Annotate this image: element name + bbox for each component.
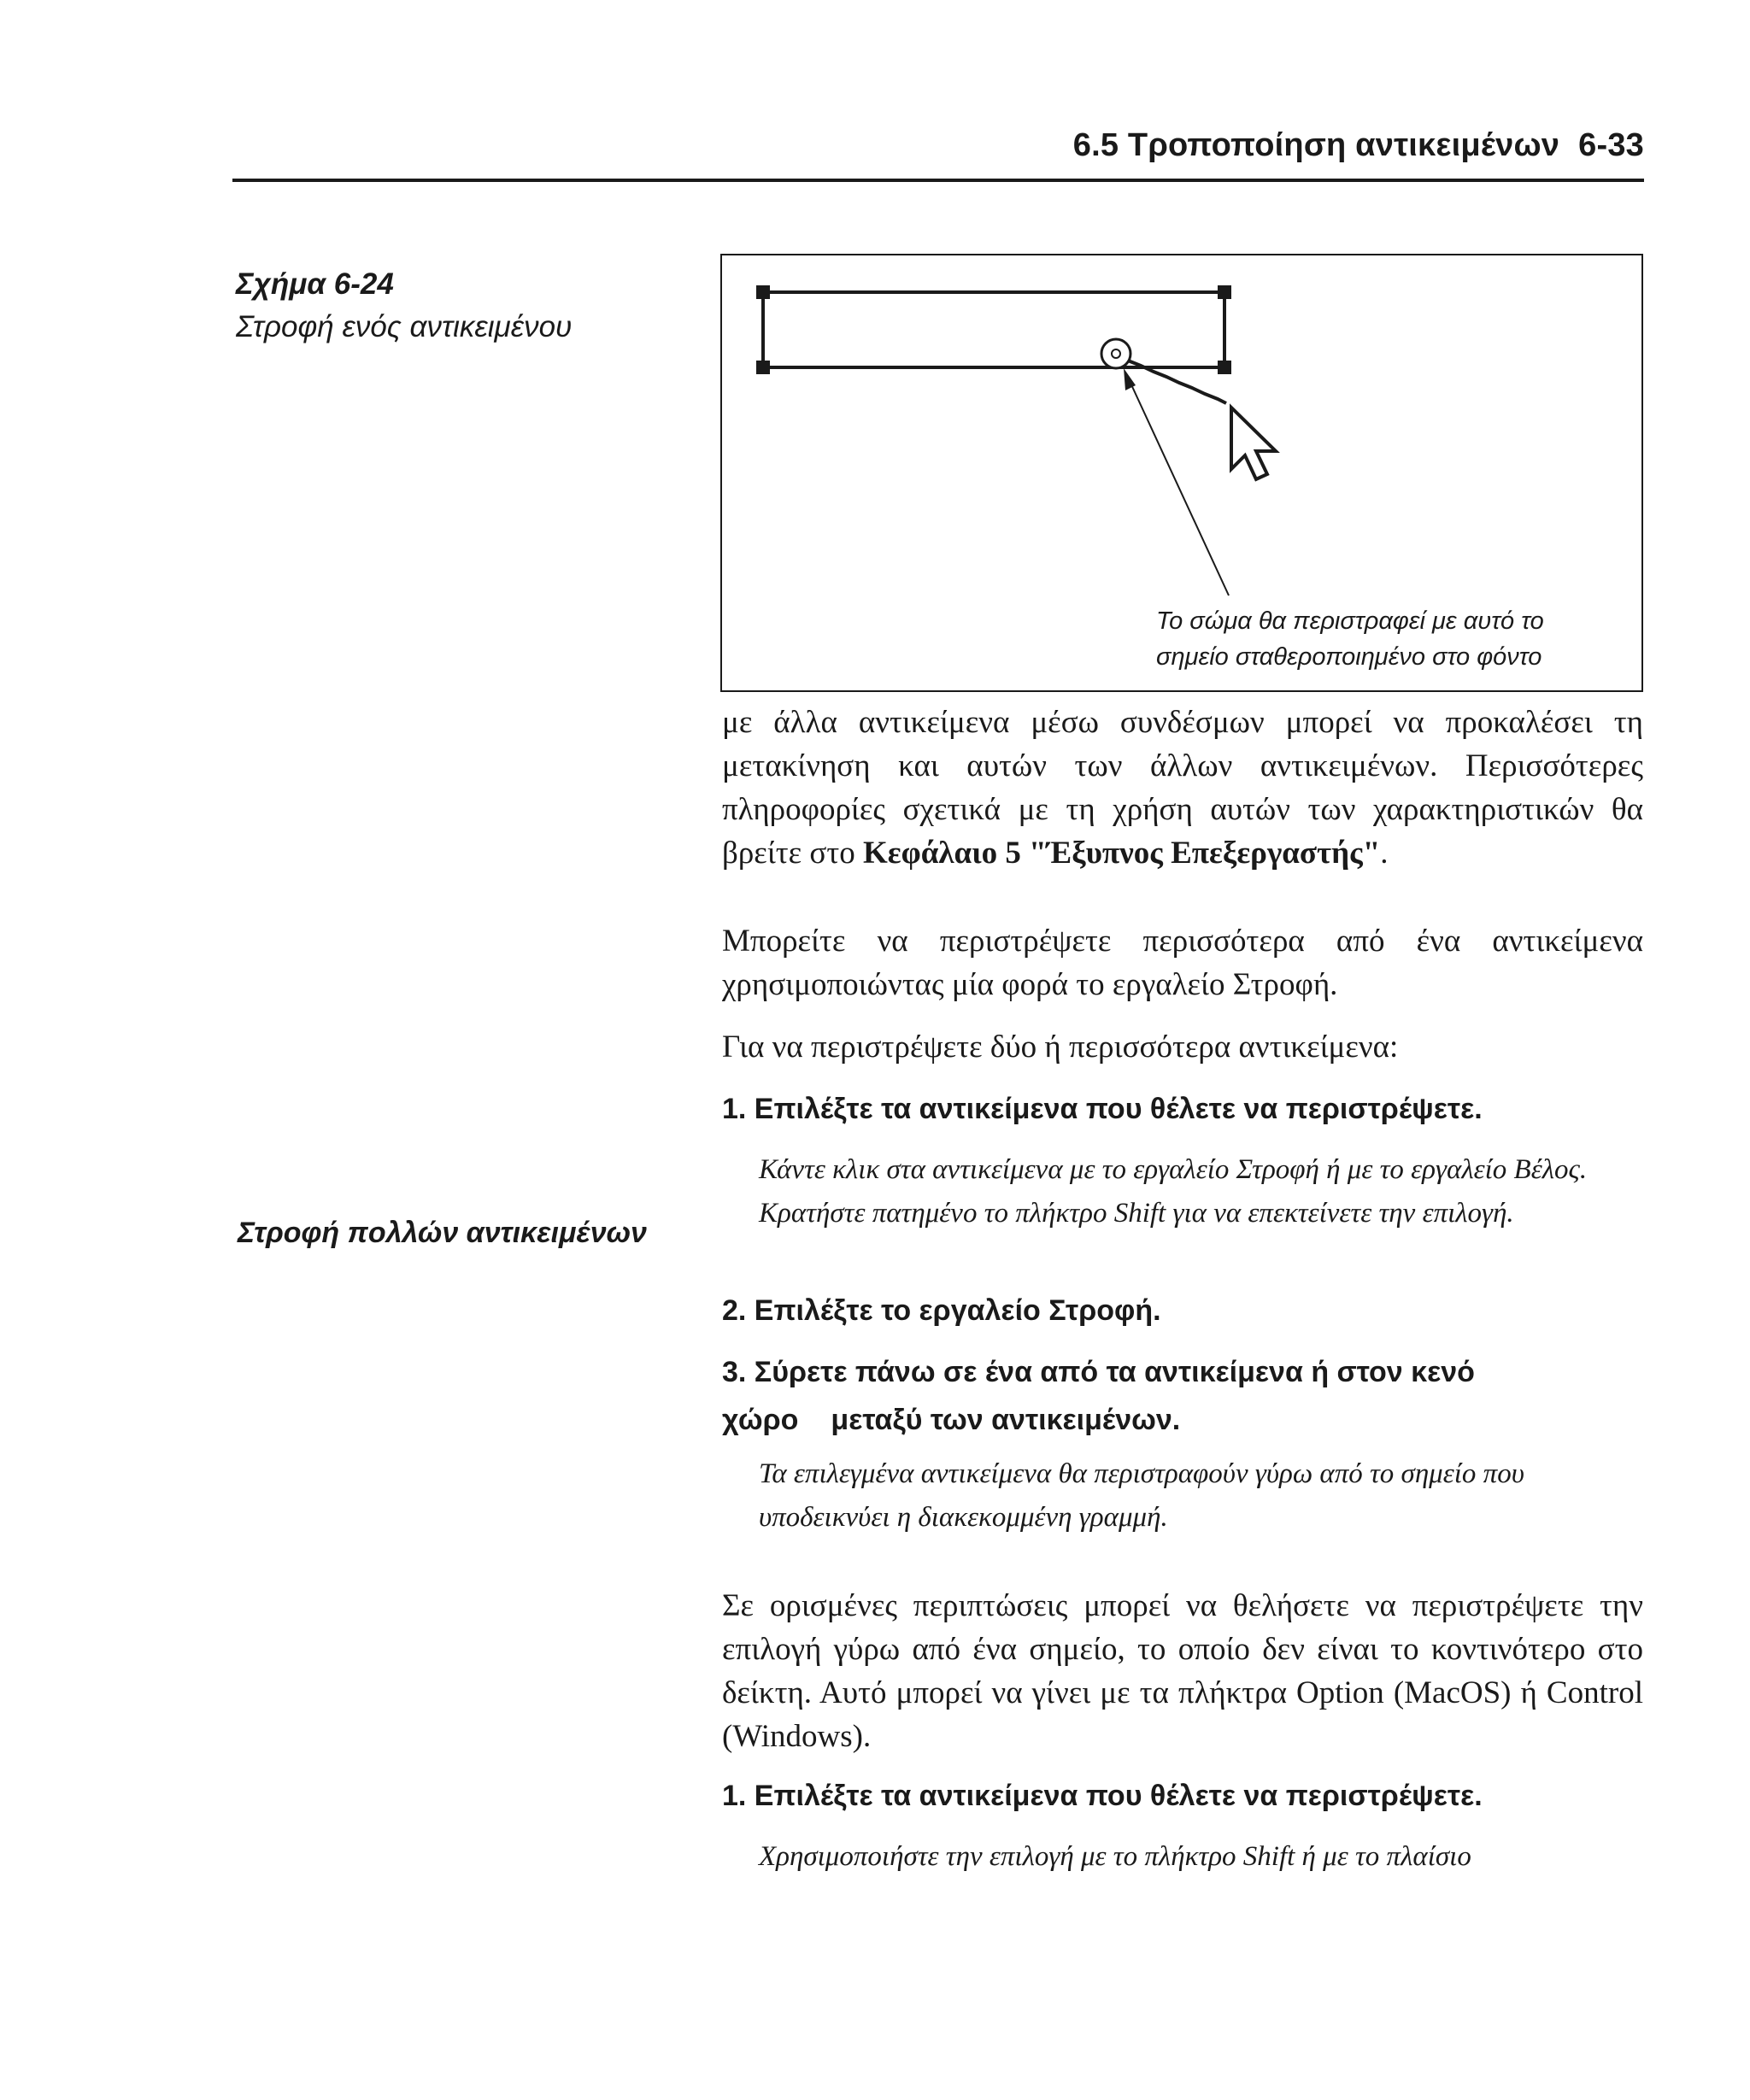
callout-leader-line (1130, 381, 1229, 595)
rotation-figure (720, 254, 1643, 692)
figure-title: Στροφή ενός αντικειμένου (236, 310, 573, 343)
step-3-word: μεταξύ των αντικειμένων. (831, 1404, 1181, 1436)
section-title: 6.5 Τροποποίηση αντικειμένων (1072, 127, 1560, 163)
step-1-note: Κάντε κλικ στα αντικείμενα με το εργαλείο Στροφή ή με το εργαλείο Βέλος. Κρατήστε πατημένο το πλήκτρο Shift για να επεκτείνετε την επιλογή. (759, 1154, 1588, 1229)
step-3 (722, 1348, 1645, 1444)
page-header (232, 124, 1644, 167)
step-1-repeat: 1. Επιλέξτε τα αντικείμενα που θέλετε να περιστρέψετε. (722, 1780, 1483, 1812)
step-3-line (722, 1396, 1645, 1444)
step-3-word: χώρο (722, 1404, 799, 1436)
page-number: 6-33 (1578, 127, 1644, 163)
step-1-repeat-note: Χρησιμοποιήστε την επιλογή με το πλήκτρο Shift ή με το πλαίσιο (759, 1841, 1471, 1872)
paragraph-text: με άλλα αντικείμενα μέσω συνδέσμων μπορεί να προκαλέσει τη μετακίνηση και αυτών των άλλων αντικειμένων. Περισσότερες πληροφορίες σχετικά με τη χρήση αυτών των χαρακτηριστικών θα βρείτε στο (722, 705, 1643, 871)
selection-handle-icon (1218, 285, 1231, 299)
paragraph-intro-steps: Για να περιστρέψετε δύο ή περισσότερα αντικείμενα: (722, 1029, 1399, 1065)
header-rule (232, 179, 1644, 182)
figure-number: Σχήμα 6-24 (236, 267, 394, 301)
step-3-line: 3. Σύρετε πάνω σε ένα από τα αντικείμενα ή στον κενό (722, 1356, 1475, 1388)
callout-line: σημείο σταθεροποιημένο στο φόντο (1156, 643, 1542, 671)
step-3-note: Τα επιλεγμένα αντικείμενα θα περιστραφούν γύρω από το σημείο που υποδεικνύει η διακεκομμένη γραμμή. (759, 1458, 1524, 1533)
rectangle-object (763, 292, 1224, 367)
paragraph-modifier-keys: Σε ορισμένες περιπτώσεις μπορεί να θελήσετε να περιστρέψετε την επιλογή γύρω από ένα σημείο, το οποίο δεν είναι το κοντινότερο στο δείκτη. Αυτό μπορεί να γίνει με τα πλήκτρα Option (MacOS) ή Control (Windows). (722, 1588, 1643, 1754)
callout-line: Το σώμα θα περιστραφεί με αυτό το (1156, 607, 1544, 635)
side-heading: Στροφή πολλών αντικειμένων (238, 1217, 647, 1249)
paragraph-links (722, 701, 1643, 875)
rotation-pivot-icon (1101, 339, 1130, 368)
arrow-cursor-icon (1231, 408, 1276, 479)
selection-handle-icon (1218, 361, 1231, 374)
paragraph-rotate-multiple: Μπορείτε να περιστρέψετε περισσότερα από ένα αντικείμενα χρησιμοποιώντας μία φορά το εργαλείο Στροφή. (722, 924, 1643, 1002)
step-1: 1. Επιλέξτε τα αντικείμενα που θέλετε να περιστρέψετε. (722, 1093, 1483, 1125)
paragraph-end: . (1380, 836, 1389, 871)
selection-handle-icon (756, 285, 770, 299)
callout-arrowhead-icon (1124, 368, 1136, 390)
step-2: 2. Επιλέξτε το εργαλείο Στροφή. (722, 1294, 1161, 1327)
figure-callout (1156, 603, 1635, 675)
chapter-reference: Κεφάλαιο 5 "Έξυπνος Επεξεργαστής" (863, 836, 1381, 871)
figure-caption (236, 263, 680, 349)
selection-handle-icon (756, 361, 770, 374)
